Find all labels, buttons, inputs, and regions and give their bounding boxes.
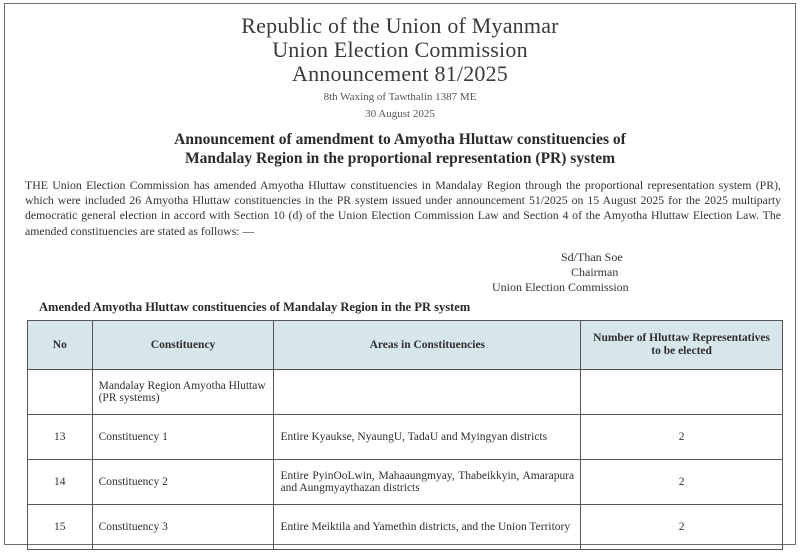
- table-header-row: [28, 321, 783, 370]
- signatory-name: Sd/Than Soe: [561, 250, 623, 264]
- table-row: [28, 460, 783, 505]
- table-caption: Amended Amyotha Hluttaw constituencies of Mandalay Region in the PR system: [39, 300, 471, 314]
- header-constituency: Constituency: [92, 321, 274, 370]
- row-constituency: Constituency 3: [92, 505, 274, 550]
- row-no: 15: [28, 505, 93, 550]
- row-areas: Entire PyinOoLwin, Mahaaungmyay, Thabeikkyin, Amarapura and Aungmyaythazan districts: [274, 460, 581, 505]
- myanmar-date: 8th Waxing of Tawthalin 1387 ME: [323, 91, 477, 103]
- header-no: No: [28, 321, 93, 370]
- table-group-row: [28, 370, 783, 415]
- signatory-title: Chairman: [571, 265, 619, 279]
- row-no: 13: [28, 415, 93, 460]
- announcement-header: [5, 4, 795, 120]
- row-areas: Entire Meiktila and Yamethin districts, and the Union Territory: [274, 505, 581, 550]
- constituencies-table: [27, 320, 783, 550]
- country-name: Republic of the Union of Myanmar: [241, 13, 559, 38]
- announcement-body: THE Union Election Commission has amended Amyotha Hluttaw constituencies in Mandalay Region through the proportional representation system (PR), which were included 26 Amyotha Hluttaw constituencies in the PR system issued under announcement 51/2025 on 15 August 2025 for the 2025 multiparty democratic general election in accord with Section 10 (d) of the Union Election Commission Law and Section 4 of the Amyotha Hluttaw Election Law. The amended constituencies are stated as follows: —: [25, 178, 781, 238]
- row-representatives: 2: [581, 460, 783, 505]
- header-representatives: Number of Hluttaw Representatives to be elected: [581, 321, 783, 370]
- table-row: [28, 505, 783, 550]
- subject-line-1: Announcement of amendment to Amyotha Hluttaw constituencies of: [174, 131, 626, 148]
- group-no-cell: [28, 370, 93, 415]
- commission-name: Union Election Commission: [272, 37, 528, 62]
- group-reps-cell: [581, 370, 783, 415]
- group-areas-cell: [274, 370, 581, 415]
- subject-line-2: Mandalay Region in the proportional representation (PR) system: [184, 150, 616, 167]
- row-representatives: 2: [581, 505, 783, 550]
- row-areas: Entire Kyaukse, NyaungU, TadaU and Myingyan districts: [274, 415, 581, 460]
- group-label: Mandalay Region Amyotha Hluttaw (PR systems): [92, 370, 274, 415]
- announcement-subject: [15, 130, 785, 168]
- row-constituency: Constituency 1: [92, 415, 274, 460]
- row-representatives: 2: [581, 415, 783, 460]
- table-row: [28, 415, 783, 460]
- row-constituency: Constituency 2: [92, 460, 274, 505]
- signatory-organization: Union Election Commission: [492, 280, 629, 294]
- header-areas: Areas in Constituencies: [274, 321, 581, 370]
- gregorian-date: 30 August 2025: [365, 108, 435, 120]
- announcement-page: [4, 3, 796, 545]
- row-no: 14: [28, 460, 93, 505]
- announcement-number: Announcement 81/2025: [291, 61, 509, 86]
